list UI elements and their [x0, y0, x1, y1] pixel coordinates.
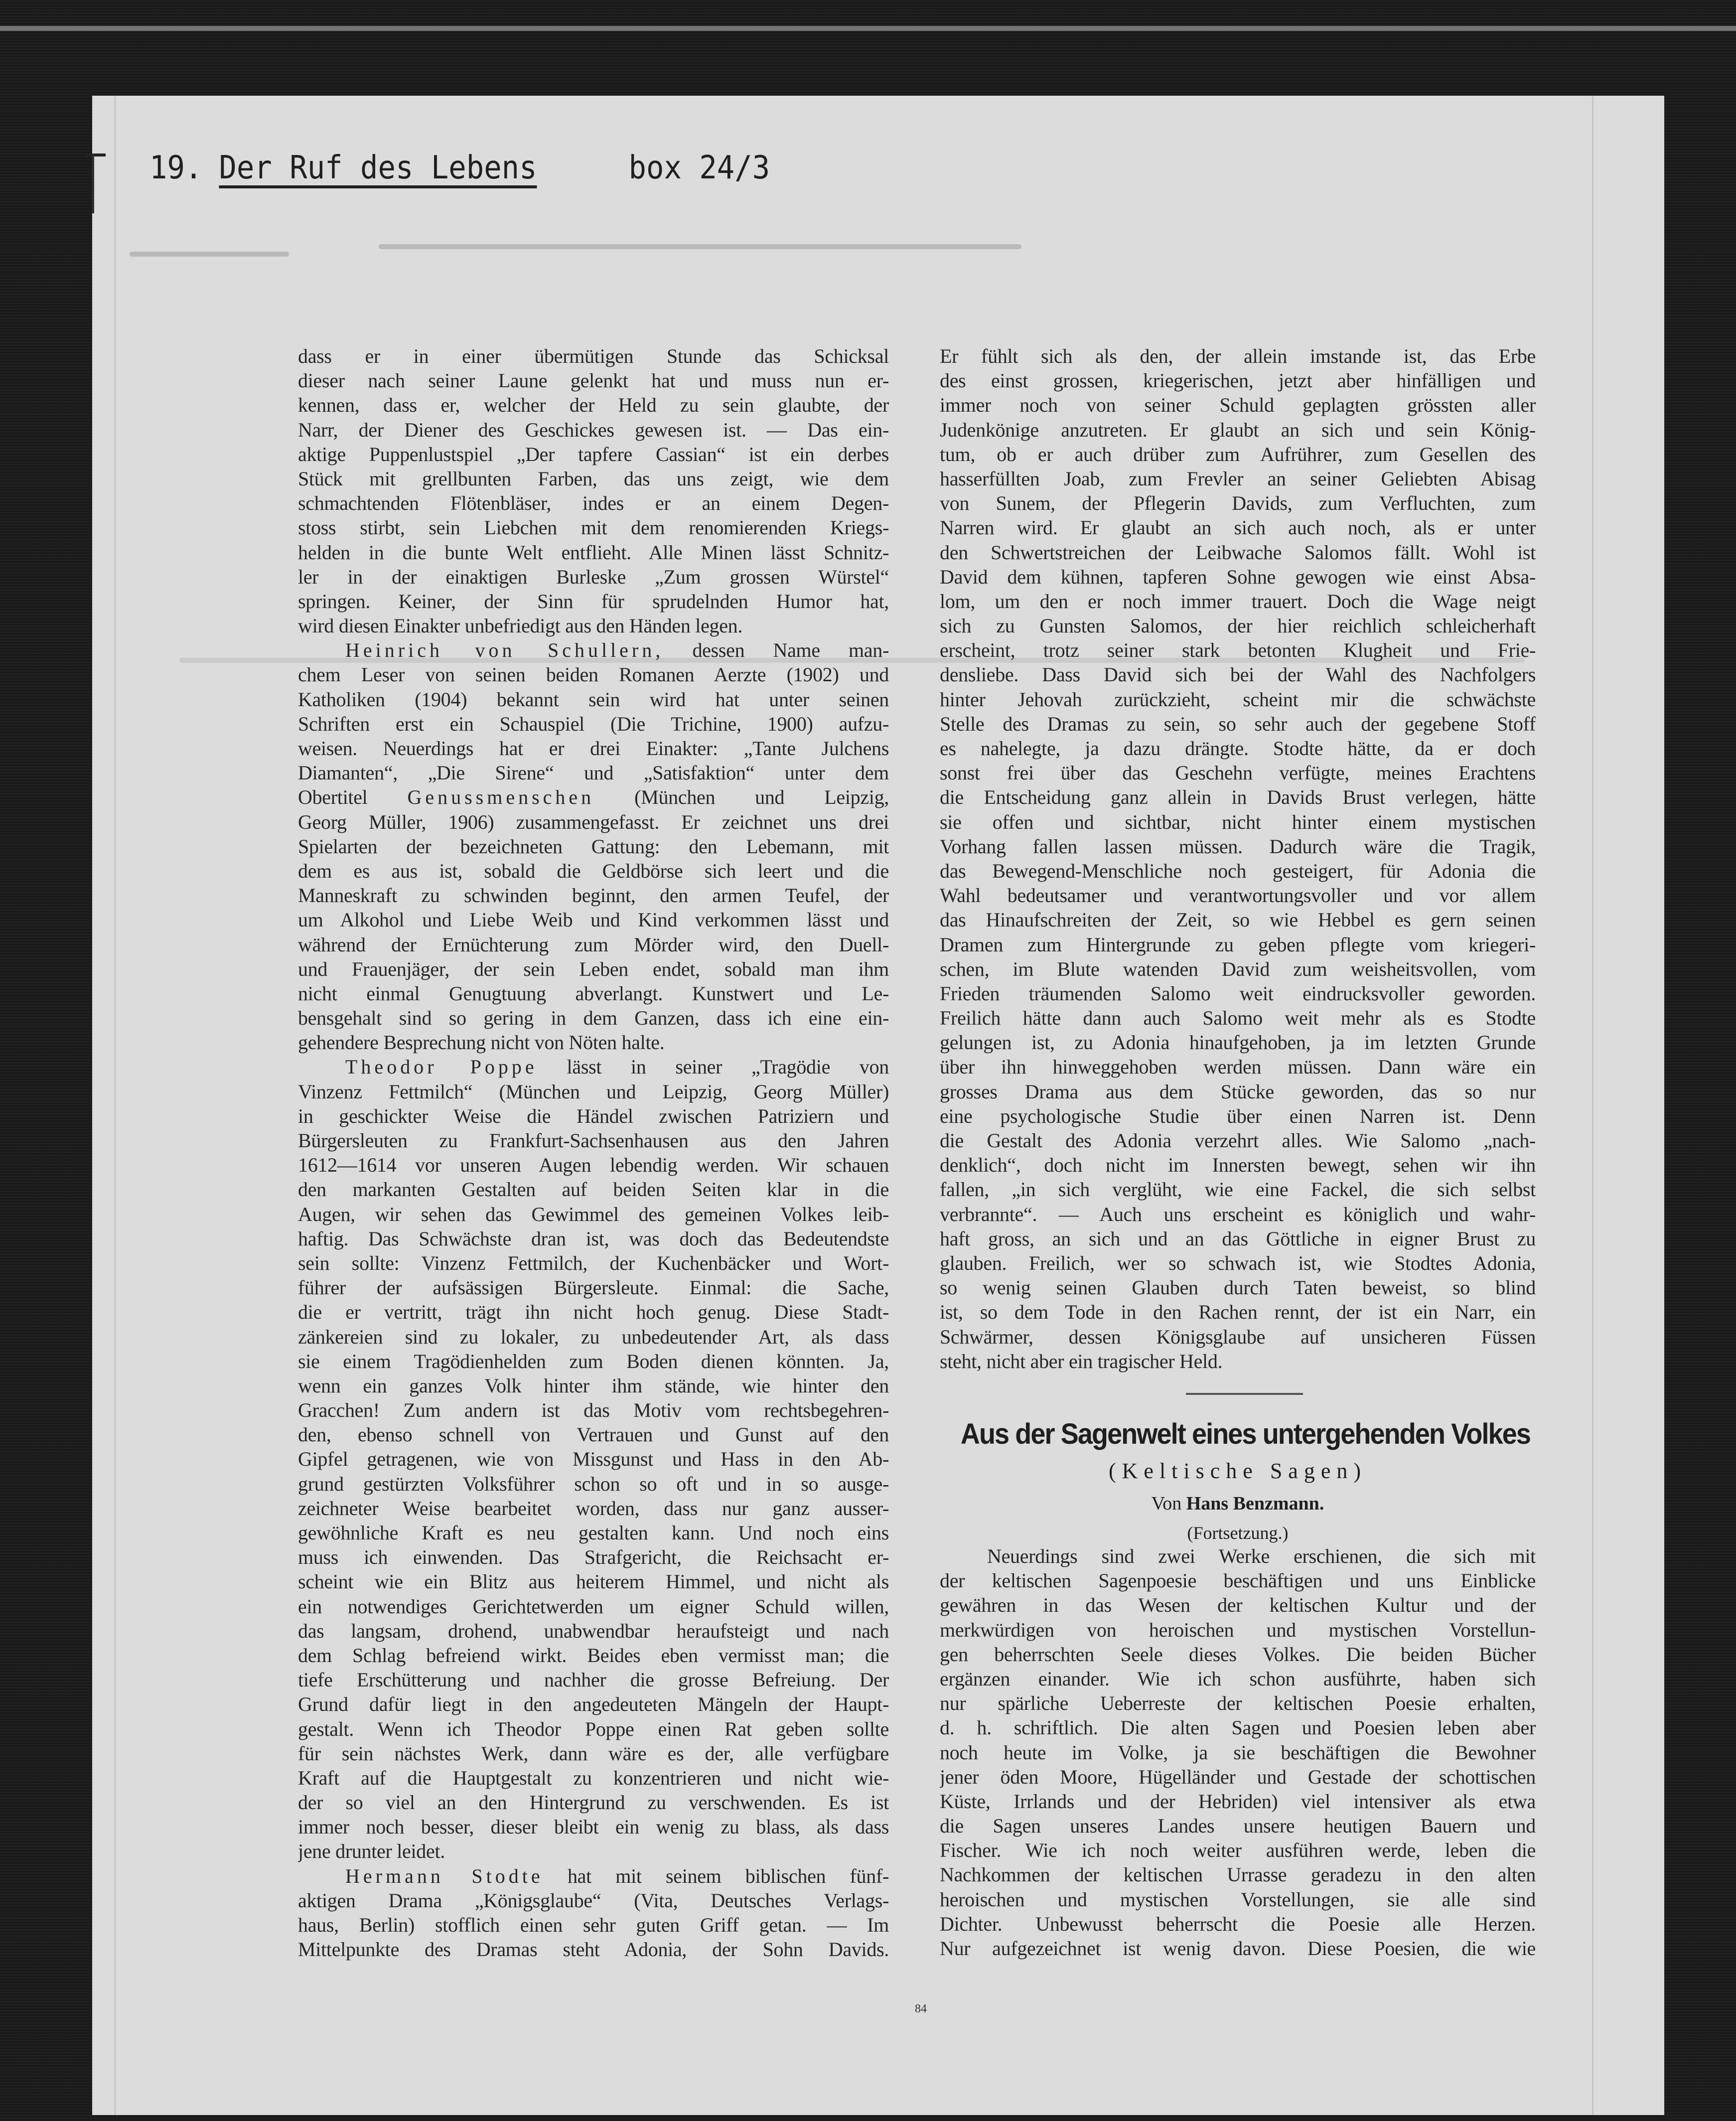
text-line [940, 1079, 1536, 1104]
line-text: Schwärmer, dessen Königsglaube auf unsicheren Füssen [940, 1325, 1536, 1348]
line-text: chem Leser von seinen beiden Romanen Aerzte (1902) und [298, 663, 889, 686]
text-line [298, 1128, 889, 1153]
line-text: Vorhang fallen lassen müssen. Dadurch wäre die Tragik, [940, 835, 1536, 858]
text-line [298, 1692, 889, 1716]
smudge [130, 252, 289, 257]
text-line [298, 1913, 889, 1937]
text-line [940, 981, 1536, 1006]
text-line [298, 834, 889, 859]
text-line [940, 1838, 1536, 1862]
text-line [298, 1472, 889, 1496]
line-text: das Bewegend-Menschliche noch gesteigert, für Adonia die [940, 859, 1536, 882]
line-text: eine psychologische Studie über einen Narren ist. Denn [940, 1104, 1536, 1127]
line-text: grosses Drama aus dem Stücke geworden, das so nur [940, 1080, 1536, 1103]
text-line [940, 1325, 1536, 1349]
author-name: Theodor Poppe [345, 1056, 538, 1078]
text-line [298, 344, 889, 368]
line-text: Wahl bedeutsamer und verantwortungsvoller und vor allem [940, 884, 1536, 907]
text-line [298, 515, 889, 540]
text-line [940, 957, 1536, 981]
line-text: Augen, wir sehen das Gewimmel des gemeinen Volkes leib- [298, 1203, 889, 1225]
text-line [298, 1496, 889, 1520]
line-text: sich zu Gunsten Salomos, der hier reichlich schleicherhaft [940, 614, 1536, 637]
paper-edge-mark-vertical [92, 153, 94, 213]
line-text: von Sunem, der Pflegerin Davids, zum Verfluchten, zum [940, 492, 1536, 515]
line-text: des einst grossen, kriegerischen, jetzt aber hinfälligen und [940, 369, 1536, 392]
line-text: springen. Keiner, der Sinn für sprudelnden Humor hat, [298, 590, 889, 612]
text-line [298, 442, 889, 466]
text-line [940, 638, 1536, 662]
text-line [298, 1055, 889, 1079]
text-line [298, 565, 889, 589]
line-text: verbrannte“. — Auch uns erscheint es königlich und wahr- [940, 1203, 1536, 1225]
article-author: Hans Benzmann. [1186, 1493, 1324, 1514]
text-line [940, 859, 1536, 883]
text-line [940, 1202, 1536, 1226]
article-body [940, 1544, 1536, 1961]
text-line [940, 442, 1536, 466]
text-line [940, 1618, 1536, 1642]
line-text: den Schwertstreichen der Leibwache Salomos fällt. Wohl ist [940, 541, 1536, 564]
text-line [940, 393, 1536, 417]
line-text: dem Schlag befreiend wirkt. Beides eben vermisst man; die [298, 1644, 889, 1666]
line-text: bensgehalt sind so gering in dem Ganzen, dass ich eine ein- [298, 1007, 889, 1030]
line-prefix: Obertitel [298, 786, 408, 809]
text-line [298, 1545, 889, 1569]
author-name: Heinrich von Schullern, [345, 639, 664, 662]
text-line [940, 1104, 1536, 1128]
text-line [298, 418, 889, 442]
text-line [298, 491, 889, 515]
line-text: steht, nicht aber ein tragischer Held. [940, 1350, 1223, 1372]
text-line [298, 1790, 889, 1815]
line-text: während der Ernüchterung zum Mörder wird, den Duell- [298, 933, 889, 956]
text-line [940, 736, 1536, 760]
text-line [298, 1251, 889, 1275]
text-line [298, 589, 889, 613]
text-line [298, 1619, 889, 1643]
text-line [298, 1275, 889, 1300]
line-text: Dichter. Unbewusst beherrscht die Poesie alle Herzen. [940, 1912, 1536, 1935]
text-line [940, 760, 1536, 785]
text-line [940, 785, 1536, 809]
line-text: Nachkommen der keltischen Urrasse geradezu in den alten [940, 1863, 1536, 1886]
line-text: Grund dafür liegt in den angedeuteten Mängeln der Haupt- [298, 1693, 889, 1716]
line-text: jene drunter leidet. [298, 1840, 445, 1863]
line-text: Vinzenz Fettmilch“ (München und Leipzig, Georg Müller) [298, 1080, 889, 1103]
line-text: nicht einmal Genugtuung abverlangt. Kunstwert und Le- [298, 982, 889, 1005]
line-text: stoss stirbt, sein Liebchen mit dem renomierenden Kriegs- [298, 516, 889, 539]
line-text: scheint wie ein Blitz aus heiterem Himmel, und nicht als [298, 1570, 889, 1593]
line-text: schen, im Blute watenden David zum weisheitsvollen, vom [940, 957, 1536, 980]
line-text: nur spärliche Ueberreste der keltischen Poesie erhalten, [940, 1692, 1536, 1715]
paper-fold-right [1592, 96, 1593, 2115]
text-line [298, 687, 889, 712]
text-line [940, 1593, 1536, 1617]
text-line [940, 613, 1536, 638]
line-text: David dem kühnen, tapferen Sohne gewogen wie einst Absa- [940, 565, 1536, 588]
line-text: gen beherrschten Seele dieses Volkes. Die beiden Bücher [940, 1643, 1536, 1666]
line-text: Neuerdings sind zwei Werke erschienen, die sich mit [987, 1545, 1536, 1567]
smudge [379, 244, 1021, 249]
text-line [298, 540, 889, 565]
line-text: führer der aufsässigen Bürgersleute. Einmal: die Sache, [298, 1276, 889, 1299]
byline-prefix: Von [1151, 1493, 1182, 1514]
line-text: Er fühlt sich als den, der allein imstande ist, das Erbe [940, 345, 1536, 367]
line-text: merkwürdigen von heroischen und mystischen Vorstellun- [940, 1618, 1536, 1641]
line-text: Narr, der Diener des Geschickes gewesen ist. — Das ein- [298, 418, 889, 441]
text-line [298, 883, 889, 908]
line-text: Bürgersleuten zu Frankfurt-Sachsenhausen aus den Jahren [298, 1129, 889, 1152]
line-text: Gipfel getragenen, wie von Missgunst und Hass in den Ab- [298, 1448, 889, 1471]
text-line [940, 1006, 1536, 1030]
text-line [940, 1814, 1536, 1838]
line-text: dieser nach seiner Laune gelenkt hat und muss nun er- [298, 369, 889, 392]
text-line [298, 1815, 889, 1839]
line-text: für sein nächstes Werk, dann wäre es der, alle verfügbare [298, 1742, 889, 1765]
text-line [940, 908, 1536, 932]
text-line [940, 1544, 1536, 1568]
text-line [298, 1153, 889, 1177]
line-text: aktigen Drama „Königsglaube“ (Vita, Deutsches Verlags- [298, 1889, 889, 1912]
text-line [940, 515, 1536, 540]
line-text: heroischen und mystischen Vorstellungen, sie alle sind [940, 1888, 1536, 1911]
text-line [298, 859, 889, 883]
line-text: so wenig seinen Glauben durch Taten beweist, so blind [940, 1276, 1536, 1299]
line-text: Narren wird. Er glaubt an sich auch noch, als er unter [940, 516, 1536, 539]
text-line [940, 1128, 1536, 1153]
paper-edge-mark [86, 153, 106, 156]
line-text: sie offen und sichtbar, nicht hinter einem mystischen [940, 810, 1536, 833]
line-text: zeichneter Weise bearbeitet worden, dass nur ganz ausser- [298, 1497, 889, 1519]
line-text: grund gestürzten Volksführer schon so oft und in so ausge- [298, 1472, 889, 1495]
text-line [940, 1887, 1536, 1912]
line-text: Dramen zum Hintergrunde zu geben pflegte vom kriegeri- [940, 933, 1536, 956]
text-line [298, 785, 889, 809]
line-text: Gracchen! Zum andern ist das Motiv vom rechtsbegehren- [298, 1399, 889, 1422]
text-line [940, 368, 1536, 393]
text-line [940, 1568, 1536, 1593]
line-text: Küste, Irrlands und der Hebriden) viel intensiver als etwa [940, 1790, 1536, 1813]
text-line [298, 1325, 889, 1349]
line-text: erscheint, trotz seiner stark betonten Klugheit und Frie- [940, 639, 1536, 662]
line-text: Schriften erst ein Schauspiel (Die Trichine, 1900) aufzu- [298, 712, 889, 735]
text-line [940, 1715, 1536, 1740]
line-text: immer noch besser, dieser bleibt ein wenig zu blass, als dass [298, 1816, 889, 1838]
line-text: gewöhnliche Kraft es neu gestalten kann. Und noch eins [298, 1521, 889, 1544]
line-text: um Alkohol und Liebe Weib und Kind verkommen lässt und [298, 909, 889, 931]
line-text: Katholiken (1904) bekannt sein wird hat unter seinen [298, 688, 889, 711]
line-text: die Sagen unseres Landes unsere heutigen Bauern und [940, 1815, 1536, 1837]
line-text: lom, um den er noch immer trauert. Doch die Wage neigt [940, 590, 1536, 612]
line-text: hasserfüllten Joab, zum Frevler an seiner Geliebten Abisag [940, 467, 1536, 490]
text-line [298, 957, 889, 981]
line-text: Mittelpunkte des Dramas steht Adonia, der Sohn Davids. [298, 1938, 889, 1961]
text-line [940, 540, 1536, 565]
line-text: dass er in einer übermütigen Stunde das Schicksal [298, 345, 889, 367]
text-line [298, 981, 889, 1006]
article-continuation: (Fortsetzung.) [1187, 1523, 1289, 1543]
text-line [298, 810, 889, 834]
line-text: densliebe. Dass David sich bei der Wahl des Nachfolgers [940, 663, 1536, 686]
line-text: haftig. Das Schwächste dran ist, was doch das Bedeutendste [298, 1227, 889, 1250]
line-text: kennen, dass er, welcher der Held zu sein glaubte, der [298, 394, 889, 417]
text-line [298, 1888, 889, 1913]
line-text: die Entscheidung ganz allein in Davids Brust verlegen, hätte [940, 786, 1536, 809]
paper-fold-left [115, 96, 116, 2115]
line-text: zänkereien sind zu lokaler, zu unbedeutender Art, als dass [298, 1325, 889, 1348]
line-text: Georg Müller, 1906) zusammengefasst. Er zeichnet uns drei [298, 810, 889, 833]
left-column [298, 344, 889, 1962]
line-text: sein sollte: Vinzenz Fettmilch, der Kuchenbäcker und Wort- [298, 1251, 889, 1274]
author-name: Genussmenschen [407, 786, 595, 809]
line-text: ler in der einaktigen Burleske „Zum grossen Würstel“ [298, 565, 889, 588]
text-line [298, 1422, 889, 1447]
text-line [940, 1349, 1536, 1373]
line-text: ergänzen einander. Wie ich schon ausführte, haben sich [940, 1667, 1536, 1690]
line-text: weisen. Neuerdings hat er drei Einakter: „Tante Julchens [298, 737, 889, 759]
text-line [940, 491, 1536, 515]
line-text: denklich“, doch nicht im Innersten bewegt, sehen wir ihn [940, 1154, 1536, 1177]
line-text: Spielarten der bezeichneten Gattung: den Lebemann, mit [298, 835, 889, 858]
author-name: Hermann Stodte [345, 1864, 544, 1887]
line-text: hat mit seinem biblischen fünf- [543, 1864, 889, 1887]
article-title: Aus der Sagenwelt eines untergehenden Volkes [960, 1418, 1531, 1450]
text-line [940, 344, 1536, 368]
text-line [298, 613, 889, 638]
line-text: Judenkönige anzutreten. Er glaubt an sich und sein König- [940, 418, 1536, 441]
text-line [940, 1177, 1536, 1202]
text-line [298, 1741, 889, 1766]
line-text: muss ich einwenden. Das Strafgericht, die Reichsacht er- [298, 1546, 889, 1569]
text-line [940, 1666, 1536, 1691]
line-text: das Hinaufschreiten der Zeit, so wie Hebbel es gern seinen [940, 909, 1536, 931]
text-line [940, 1740, 1536, 1765]
line-text: helden in die bunte Welt entflieht. Alle Minen lässt Schnitz- [298, 541, 889, 564]
section-divider [1186, 1393, 1303, 1395]
line-text: 1612—1614 vor unseren Augen lebendig werden. Wir schauen [298, 1154, 889, 1177]
text-line [298, 1667, 889, 1692]
line-text: Manneskraft zu schwinden beginnt, den armen Teufel, der [298, 884, 889, 907]
line-text: der so viel an den Hintergrund zu verschwenden. Es ist [298, 1791, 889, 1814]
line-text: die er vertritt, trägt ihn nicht hoch genug. Diese Stadt- [298, 1301, 889, 1324]
line-text: den, ebenso schnell von Vertrauen und Gunst auf den [298, 1423, 889, 1446]
line-text: aktige Puppenlustspiel „Der tapfere Cassian“ ist ein derbes [298, 443, 889, 465]
text-line [298, 908, 889, 932]
line-text: wenn ein ganzes Volk hinter ihm stände, wie hinter den [298, 1374, 889, 1397]
line-text: gewähren in das Wesen der keltischen Kultur und der [940, 1594, 1536, 1617]
text-line [298, 736, 889, 760]
line-text: dessen Name man- [664, 639, 889, 662]
line-text: jener öden Moore, Hügelländer und Gestade der schottischen [940, 1765, 1536, 1788]
line-text: tiefe Erschütterung und nachher die grosse Befreiung. Der [298, 1668, 889, 1691]
text-line [298, 662, 889, 687]
text-line [298, 393, 889, 417]
text-line [940, 1226, 1536, 1251]
line-text: Freilich hätte dann auch Salomo weit mehr als es Stodte [940, 1007, 1536, 1030]
text-line [940, 1765, 1536, 1789]
text-line [298, 1226, 889, 1251]
text-line [298, 1864, 889, 1888]
line-text: glauben. Freilich, wer so schwach ist, wie Stodtes Adonia, [940, 1251, 1536, 1274]
line-text: Fischer. Wie ich noch weiter ausführen werde, leben die [940, 1839, 1536, 1862]
line-text: fallen, „in sich verglüht, wie eine Fackel, die sich selbst [940, 1178, 1536, 1201]
text-line [298, 1447, 889, 1471]
text-line [940, 1300, 1536, 1324]
text-line [940, 810, 1536, 834]
text-line [298, 1079, 889, 1104]
text-line [298, 1839, 889, 1863]
line-text: Diamanten“, „Die Sirene“ und „Satisfaktion“ unter dem [298, 761, 889, 784]
text-line [940, 1691, 1536, 1715]
text-line [298, 1520, 889, 1545]
text-line [298, 1373, 889, 1398]
line-text: dem es aus ist, sobald die Geldbörse sich leert und die [298, 859, 889, 882]
line-text: gestalt. Wenn ich Theodor Poppe einen Rat geben sollte [298, 1717, 889, 1740]
text-line [298, 1643, 889, 1667]
line-text: gehendere Besprechung nicht von Nöten halte. [298, 1031, 665, 1054]
text-line [298, 638, 889, 662]
line-text: (München und Leipzig, [594, 786, 889, 809]
text-line [298, 1398, 889, 1422]
line-text: in geschickter Weise die Händel zwischen Patriziern und [298, 1104, 889, 1127]
line-text: das langsam, drohend, unabwendbar heraufsteigt und nach [298, 1619, 889, 1642]
line-text: den markanten Gestalten auf beiden Seiten klar in die [298, 1178, 889, 1201]
header-title: Der Ruf des Lebens [219, 150, 537, 186]
text-line [298, 760, 889, 785]
line-text: und Frauenjäger, der sein Leben endet, sobald man ihm [298, 957, 889, 980]
text-line [940, 1912, 1536, 1936]
line-text: wird diesen Einakter unbefriedigt aus den Händen legen. [298, 614, 743, 637]
text-line [940, 1789, 1536, 1814]
line-text: lässt in seiner „Tragödie von [537, 1056, 889, 1078]
text-line [298, 466, 889, 491]
archive-header [149, 150, 770, 194]
text-line [298, 932, 889, 957]
text-line [298, 1104, 889, 1128]
right-column [940, 344, 1536, 1373]
text-line [298, 1300, 889, 1324]
line-text: die Gestalt des Adonia verzehrt alles. Wie Salomo „nach- [940, 1129, 1536, 1152]
text-line [298, 1006, 889, 1030]
header-number: 19. [149, 150, 203, 186]
text-line [940, 1030, 1536, 1055]
line-text: ist, so dem Tode in den Rachen rennt, der ist ein Narr, ein [940, 1301, 1536, 1324]
text-line [298, 1349, 889, 1373]
text-line [940, 1055, 1536, 1079]
line-text: schmachtenden Flötenbläser, indes er an einem Degen- [298, 492, 889, 515]
line-text: gelungen ist, zu Adonia hinaufgehoben, ja im letzten Grunde [940, 1031, 1536, 1054]
line-text: haus, Berlin) stofflich einen sehr guten Griff getan. — Im [298, 1914, 889, 1936]
text-line [940, 1862, 1536, 1887]
text-line [298, 1766, 889, 1790]
line-text: Kraft auf die Hauptgestalt zu konzentrieren und nicht wie- [298, 1766, 889, 1789]
text-line [298, 1177, 889, 1202]
text-line [940, 589, 1536, 613]
article-byline [940, 1488, 1536, 1519]
text-line [940, 1153, 1536, 1177]
text-line [298, 1030, 889, 1055]
line-text: noch heute im Volke, ja sie beschäftigen die Bewohner [940, 1741, 1536, 1764]
line-text: sonst frei über das Geschehn verfügte, meines Erachtens [940, 761, 1536, 784]
scan-artifact-line [0, 26, 1736, 31]
line-text: Nur aufgezeichnet ist wenig davon. Diese Poesien, die wie [940, 1937, 1536, 1960]
line-text: haft gross, an sich und an das Göttliche in eigner Brust zu [940, 1227, 1536, 1250]
line-text: über ihn hinweggehoben werden müssen. Dann wäre ein [940, 1056, 1536, 1078]
text-line [940, 932, 1536, 957]
line-text: d. h. schriftlich. Die alten Sagen und Poesien leben aber [940, 1716, 1536, 1739]
line-text: hinter Jehovah zurückzieht, scheint mir die schwächste [940, 688, 1536, 711]
line-text: Frieden träumenden Salomo weit eindrucksvoller geworden. [940, 982, 1536, 1005]
line-text: immer noch von seiner Schuld geplagten grössten aller [940, 394, 1536, 417]
text-line [940, 834, 1536, 859]
line-text: sie einem Tragödienhelden zum Boden dienen könnten. Ja, [298, 1350, 889, 1372]
line-text: tum, ob er auch drüber zum Aufrührer, zum Gesellen des [940, 443, 1536, 465]
line-text: Stelle des Dramas zu sein, so sehr auch der gegebene Stoff [940, 712, 1536, 735]
text-line [298, 1569, 889, 1594]
line-text: es nahelegte, ja dazu drängte. Stodte hätte, da er doch [940, 737, 1536, 759]
page-number: 84 [915, 2002, 927, 2015]
text-line [940, 1642, 1536, 1666]
text-line [298, 712, 889, 736]
text-line [298, 1202, 889, 1226]
line-text: der keltischen Sagenpoesie beschäftigen und uns Einblicke [940, 1569, 1536, 1592]
text-line [940, 662, 1536, 687]
line-text: ein notwendiges Gerichtetwerden um eigner Schuld willen, [298, 1595, 889, 1618]
text-line [940, 466, 1536, 491]
text-line [940, 883, 1536, 908]
text-line [298, 1594, 889, 1619]
line-text: Stück mit grellbunten Farben, das uns zeigt, wie dem [298, 467, 889, 490]
text-line [940, 565, 1536, 589]
text-line [940, 1936, 1536, 1961]
article-heading [940, 1414, 1536, 1547]
text-line [298, 368, 889, 393]
text-line [940, 418, 1536, 442]
text-line [298, 1717, 889, 1741]
article-subtitle: (Keltische Sagen) [1109, 1459, 1367, 1483]
text-line [940, 1275, 1536, 1300]
text-line [940, 712, 1536, 736]
text-line [940, 1251, 1536, 1275]
header-box-label: box 24/3 [628, 150, 770, 186]
text-line [298, 1937, 889, 1962]
text-line [940, 687, 1536, 712]
